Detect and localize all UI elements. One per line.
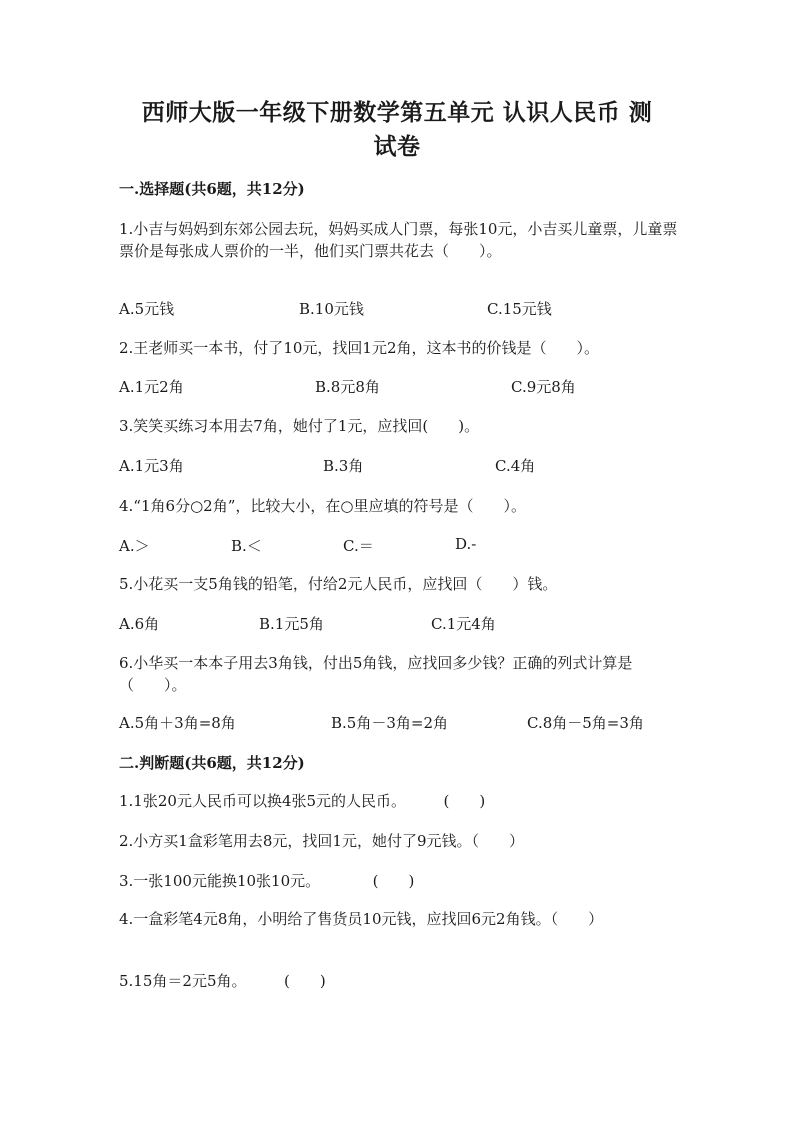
- question-choice-3: 3.笑笑买练习本用去7角，她付了1元，应找回( )。: [119, 417, 480, 435]
- option-1a: A.5元钱: [119, 300, 175, 318]
- question-judge-2: 2.小方买1盒彩笔用去8元，找回1元，她付了9元钱。（ ）: [119, 832, 524, 850]
- option-5b: B.1元5角: [259, 615, 324, 633]
- question-choice-4: 4.“1角6分○2角”，比较大小，在○里应填的符号是（ ）。: [119, 497, 526, 515]
- page-title: [110, 96, 684, 164]
- question-choice-6: 6.小华买一本本子用去3角钱，付出5角钱，应找回多少钱？正确的列式计算是（ ）。: [119, 654, 633, 694]
- question-judge-4: 4.一盒彩笔4元8角，小明给了售货员10元钱，应找回6元2角钱。（ ）: [119, 910, 604, 928]
- option-5a: A.6角: [119, 615, 160, 633]
- section-heading-judgment: 二.判断题(共6题，共12分): [119, 754, 305, 772]
- question-choice-2: 2.王老师买一本书，付了10元，找回1元2角，这本书的价钱是（ ）。: [119, 339, 599, 357]
- page-title-line1: 西师大版一年级下册数学第五单元 认识人民币 测: [141, 99, 653, 126]
- question-choice-1: 1.小吉与妈妈到东郊公园去玩，妈妈买成人门票，每张10元，小吉买儿童票，儿童票票价是每张成人票价的一半，他们买门票共花去（ ）。: [119, 220, 678, 260]
- option-6a: A.5角＋3角=8角: [119, 714, 236, 732]
- option-6b: B.5角－3角=2角: [331, 714, 448, 732]
- option-6c: C.8角－5角=3角: [527, 714, 644, 732]
- option-4a: A.＞: [119, 537, 150, 555]
- option-2c: C.9元8角: [511, 378, 576, 396]
- option-2b: B.8元8角: [315, 378, 380, 396]
- section-heading-choice: 一.选择题(共6题，共12分): [119, 180, 305, 198]
- option-4b: B.＜: [231, 537, 262, 555]
- question-judge-1: 1.1张20元人民币可以换4张5元的人民币。 ( ): [119, 792, 486, 810]
- question-choice-5: 5.小花买一支5角钱的铅笔，付给2元人民币，应找回（ ）钱。: [119, 575, 558, 593]
- option-3c: C.4角: [495, 457, 536, 475]
- question-judge-5: 5.15角＝2元5角。 ( ): [119, 972, 326, 990]
- option-1b: B.10元钱: [299, 300, 364, 318]
- option-4d: D.-: [455, 535, 477, 553]
- option-2a: A.1元2角: [119, 378, 184, 396]
- option-3a: A.1元3角: [119, 457, 184, 475]
- option-3b: B.3角: [323, 457, 364, 475]
- option-1c: C.15元钱: [487, 300, 552, 318]
- option-5c: C.1元4角: [431, 615, 496, 633]
- question-judge-3: 3.一张100元能换10张10元。 ( ): [119, 872, 415, 890]
- option-4c: C.＝: [343, 537, 374, 555]
- page-title-line2: 试卷: [373, 133, 421, 160]
